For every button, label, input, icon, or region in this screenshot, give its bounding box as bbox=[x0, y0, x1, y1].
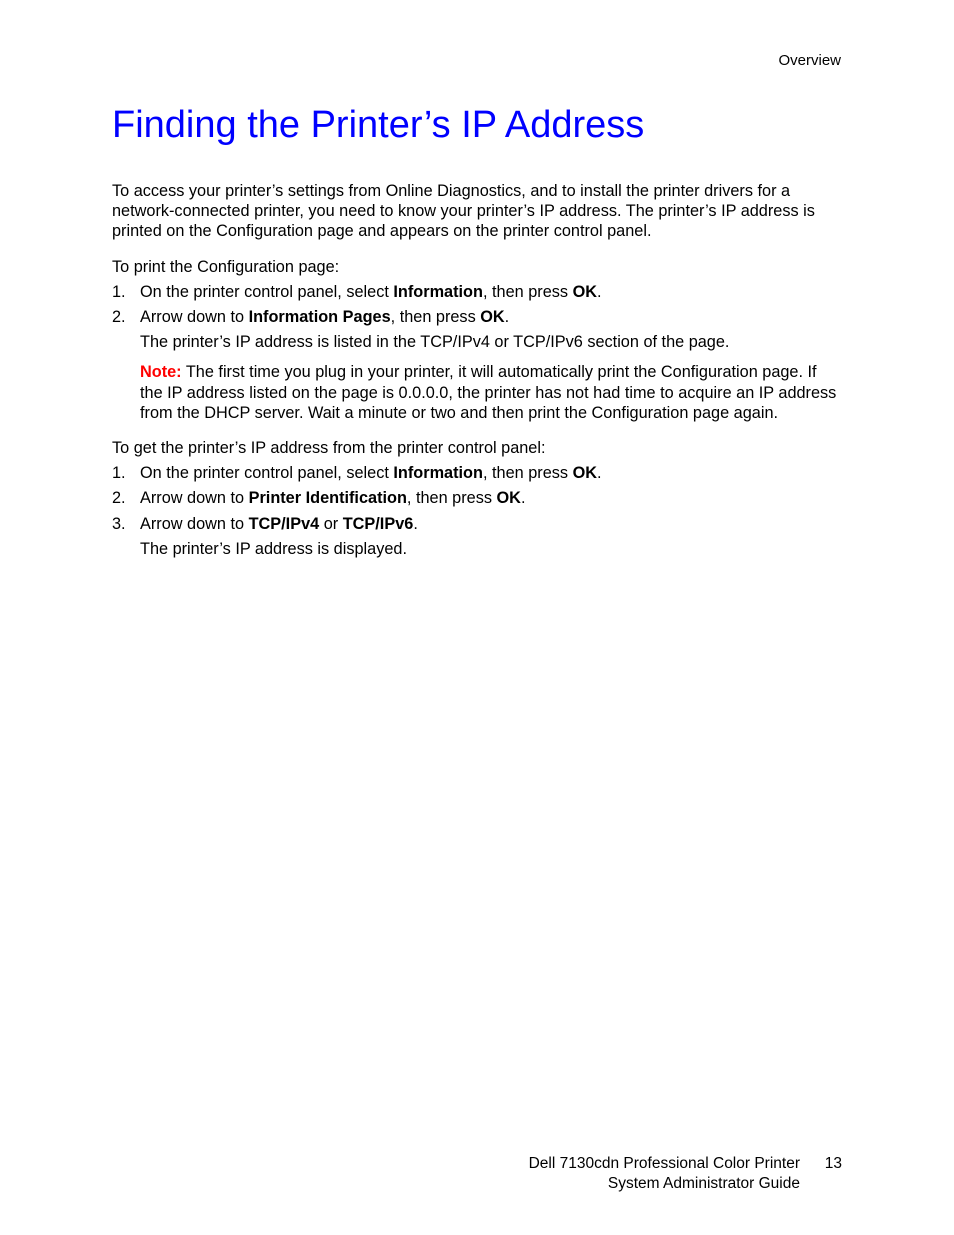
step-text: , then press bbox=[390, 308, 481, 327]
section1-result: The printer’s IP address is listed in the TCP/IPv4 or TCP/IPv6 section of the page. bbox=[140, 333, 730, 352]
section1-lead: To print the Configuration page: bbox=[112, 257, 340, 276]
step-bold-term: OK bbox=[496, 489, 521, 508]
step-bold-term: OK bbox=[572, 282, 597, 301]
step-item bbox=[112, 282, 842, 302]
step-text: Arrow down to bbox=[140, 514, 249, 533]
page-title: Finding the Printer’s IP Address bbox=[112, 104, 645, 146]
section1-steps bbox=[112, 282, 842, 327]
step-text: , then press bbox=[482, 282, 573, 301]
step-text: . bbox=[520, 489, 526, 508]
step-text: . bbox=[504, 308, 510, 327]
step-item bbox=[112, 307, 842, 327]
step-bold-term: TCP/IPv6 bbox=[342, 514, 414, 533]
note-label: Note: bbox=[140, 363, 182, 382]
step-bold-term: OK bbox=[480, 308, 505, 327]
step-item bbox=[112, 488, 842, 508]
section2-lead: To get the printer’s IP address from the printer control panel: bbox=[112, 439, 546, 458]
step-text: Arrow down to bbox=[140, 489, 249, 508]
step-text: . bbox=[413, 514, 418, 533]
page-number: 13 bbox=[824, 1155, 842, 1172]
step-number: 1. bbox=[112, 282, 126, 301]
step-number: 2. bbox=[112, 489, 126, 508]
step-item bbox=[112, 463, 842, 483]
page-content bbox=[112, 181, 842, 559]
step-text: Arrow down to bbox=[140, 308, 249, 327]
section2-steps bbox=[112, 463, 842, 534]
step-number: 3. bbox=[112, 514, 126, 533]
running-header: Overview bbox=[778, 52, 841, 69]
intro-paragraph: To access your printer’s settings from Online Diagnostics, and to install the printer drivers for a network-connected printer, you need to know your printer’s IP address. The printer’s IP address is printed on the Configuration page and appears on the printer control panel. bbox=[112, 182, 815, 241]
step-bold-term: Information bbox=[393, 464, 483, 483]
footer-guide: System Administrator Guide bbox=[607, 1175, 800, 1192]
note-text: The first time you plug in your printer, it will automatically print the Configuration page. If the IP address listed on the page is 0.0.0.0, the printer has not had time to acquire an IP address from the DHCP server. Wait a minute or two and then print the Configuration page again. bbox=[140, 363, 837, 422]
step-text: , then press bbox=[482, 464, 573, 483]
step-number: 1. bbox=[112, 464, 126, 483]
step-text: . bbox=[596, 464, 602, 483]
step-bold-term: Information Pages bbox=[248, 308, 391, 327]
step-number: 2. bbox=[112, 308, 126, 327]
section2-result: The printer’s IP address is displayed. bbox=[140, 539, 407, 558]
step-text: On the printer control panel, select bbox=[140, 282, 394, 301]
step-text: or bbox=[319, 514, 343, 533]
step-bold-term: Printer Identification bbox=[248, 489, 407, 508]
section-print-configuration bbox=[112, 257, 842, 423]
footer-product: Dell 7130cdn Professional Color Printer bbox=[528, 1155, 800, 1172]
step-text: On the printer control panel, select bbox=[140, 464, 394, 483]
step-bold-term: Information bbox=[393, 282, 483, 301]
note-paragraph bbox=[112, 362, 842, 423]
section-control-panel bbox=[112, 438, 842, 559]
step-text: . bbox=[596, 282, 602, 301]
step-bold-term: OK bbox=[572, 464, 597, 483]
step-text: , then press bbox=[406, 489, 497, 508]
step-item bbox=[112, 514, 842, 534]
footer-text bbox=[529, 1154, 800, 1194]
step-bold-term: TCP/IPv4 bbox=[248, 514, 320, 533]
